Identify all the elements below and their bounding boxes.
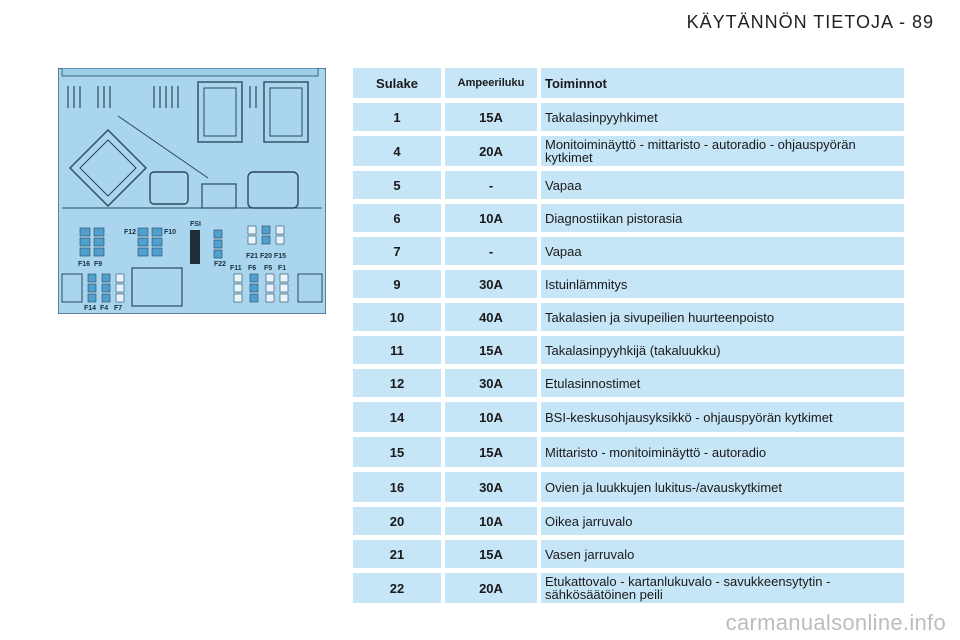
function-text: Vasen jarruvalo [541, 540, 904, 568]
fuse-number: 14 [353, 402, 441, 432]
fuse-number: 10 [353, 303, 441, 331]
fuse-number: 15 [353, 437, 441, 467]
function-text: Vapaa [541, 237, 904, 265]
fuse-label-f22: F22 [214, 261, 227, 268]
fuse-number: 5 [353, 171, 441, 199]
fuse-number: 4 [353, 136, 441, 166]
function-text: BSI-keskusohjausyksikkö - ohjauspyörän kytkimet [541, 402, 904, 432]
table-row [353, 204, 904, 232]
function-text: Etulasinnostimet [541, 369, 904, 397]
function-text: Mittaristo - monitoiminäyttö - autoradio [541, 437, 904, 467]
fuse-number: 9 [353, 270, 441, 298]
amperage: 40A [445, 303, 537, 331]
fuse-label-f16: F16 [78, 261, 91, 268]
fuse-number: 16 [353, 472, 441, 502]
function-text: Oikea jarruvalo [541, 507, 904, 535]
column-header-fuse: Sulake [353, 68, 441, 98]
watermark: carmanualsonline.info [725, 610, 946, 635]
amperage: - [445, 237, 537, 265]
amperage: - [445, 171, 537, 199]
fuse-number: 21 [353, 540, 441, 568]
fuse-label-f1: F1 [278, 265, 287, 272]
amperage: 15A [445, 540, 537, 568]
table-row [353, 103, 904, 131]
table-row [353, 507, 904, 535]
table-header-row [353, 68, 904, 98]
fuse-label-f12: F12 [124, 229, 137, 236]
fuse-number: 22 [353, 573, 441, 603]
function-text: Ovien ja luukkujen lukitus-/avauskytkimet [541, 472, 904, 502]
amperage: 20A [445, 573, 537, 603]
page-title: KÄYTÄNNÖN TIETOJA - 89 [686, 12, 934, 32]
amperage: 10A [445, 402, 537, 432]
amperage: 30A [445, 472, 537, 502]
function-text: Monitoiminäyttö - mittaristo - autoradio - ohjauspyörän kytkimet [541, 136, 904, 166]
column-header-function: Toiminnot [541, 68, 904, 98]
table-row [353, 270, 904, 298]
table-row [353, 437, 904, 467]
table-row [353, 136, 904, 166]
table-row [353, 540, 904, 568]
amperage: 10A [445, 507, 537, 535]
amperage: 15A [445, 437, 537, 467]
function-text: Etukattovalo - kartanlukuvalo - savukkeensytytin - sähkösäätöinen peili [541, 573, 904, 603]
table-row [353, 369, 904, 397]
amperage: 15A [445, 336, 537, 364]
fuse-label-f14: F14 [84, 305, 97, 312]
fuse-label-f10: F10 [164, 229, 177, 236]
fuse-label-fsi: FSI [190, 221, 201, 228]
fuse-number: 6 [353, 204, 441, 232]
amperage: 10A [445, 204, 537, 232]
fuse-label-f6: F6 [248, 265, 257, 272]
table-row [353, 472, 904, 502]
fuse-number: 7 [353, 237, 441, 265]
table-row [353, 237, 904, 265]
fuse-label-f20: F20 [260, 253, 273, 260]
table-row [353, 171, 904, 199]
amperage: 20A [445, 136, 537, 166]
amperage: 15A [445, 103, 537, 131]
amperage: 30A [445, 270, 537, 298]
fuse-label-f9: F9 [94, 261, 103, 268]
function-text: Takalasien ja sivupeilien huurteenpoisto [541, 303, 904, 331]
table-row [353, 303, 904, 331]
fuse-number: 1 [353, 103, 441, 131]
fuse-label-f21: F21 [246, 253, 259, 260]
function-text: Istuinlämmitys [541, 270, 904, 298]
table-row [353, 336, 904, 364]
amperage: 30A [445, 369, 537, 397]
column-header-amp: Ampeeriluku [445, 68, 537, 98]
function-text: Takalasinpyyhkijä (takaluukku) [541, 336, 904, 364]
table-row [353, 573, 904, 603]
fuse-label-f11: F11 [230, 265, 242, 272]
function-text: Vapaa [541, 171, 904, 199]
fuse-label-f15: F15 [274, 253, 287, 260]
function-text: Diagnostiikan pistorasia [541, 204, 904, 232]
fuse-label-f4: F4 [100, 305, 109, 312]
fuse-label-f7: F7 [114, 305, 123, 312]
table-row [353, 402, 904, 432]
fuse-box-diagram [58, 68, 326, 314]
fuse-label-f5: F5 [264, 265, 273, 272]
function-text: Takalasinpyyhkimet [541, 103, 904, 131]
fuse-table [353, 68, 904, 603]
fuse-number: 20 [353, 507, 441, 535]
fuse-number: 12 [353, 369, 441, 397]
fuse-number: 11 [353, 336, 441, 364]
